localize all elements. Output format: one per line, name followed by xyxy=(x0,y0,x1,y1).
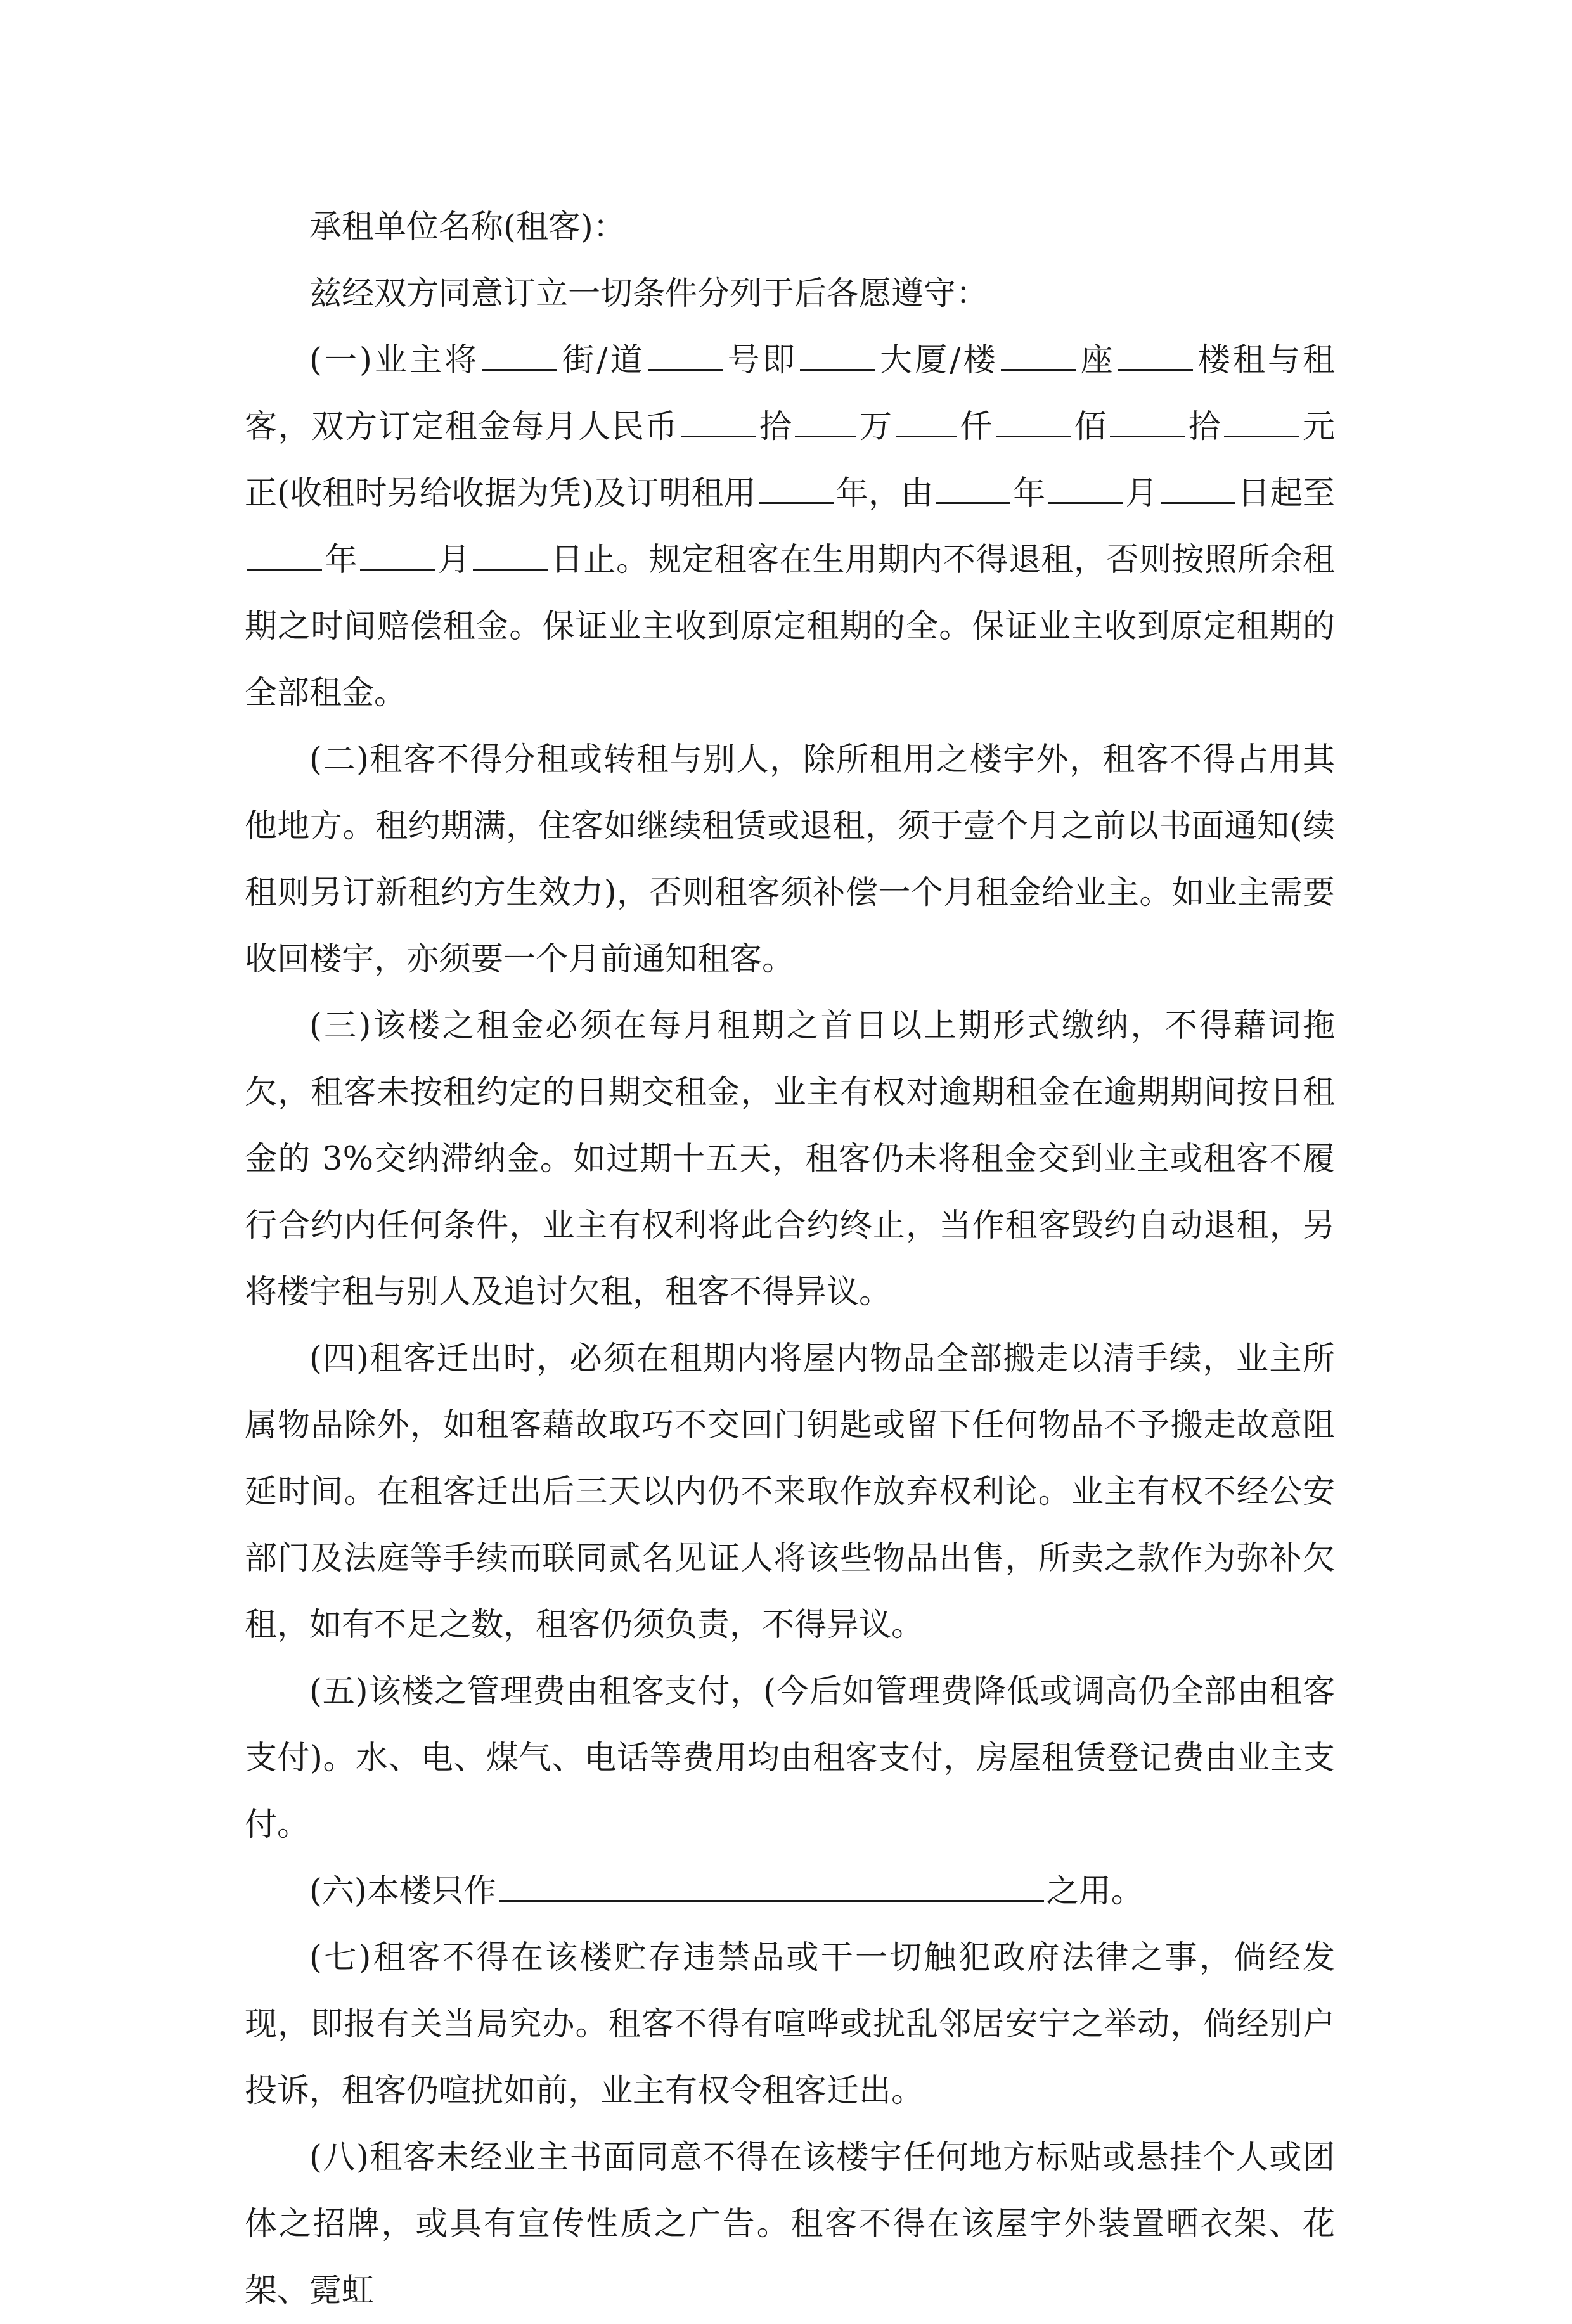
lessee-name-line: 承租单位名称(租客)： xyxy=(309,209,626,246)
fill-blank xyxy=(247,541,322,571)
fill-blank xyxy=(681,408,756,437)
clause-7: (七)租客不得在该楼贮存违禁品或干一切触犯政府法律之事，倘经发现，即报有关当局究办。租客不得有喧哗或扰乱邻居安宁之举动，倘经别户投诉，租客仍喧扰如前，业主有权令租客迁出。 xyxy=(245,1939,1335,2110)
fill-blank xyxy=(996,408,1071,437)
clause-5: (五)该楼之管理费由租客支付，(今后如管理费降低或调高仍全部由租客支付)。水、电、煤气、电话等费用均由租客支付，房屋租赁登记费由业主支付。 xyxy=(245,1673,1335,1843)
clause-1-text: 佰 xyxy=(1073,408,1108,446)
clause-3: (三)该楼之租金必须在每月租期之首日以上期形式缴纳，不得藉词拖欠，租客未按租约定的日期交租金，业主有权对逾期租金在逾期期间按日租金的 3%交纳滞纳金。如过期十五天，租客仍未将租金交到业主或租客不履行合约内任何条件，业主有权利将此合约终止，当作租客毁约自动退租，另将楼宇租与别人及追讨欠租，租客不得异议。 xyxy=(245,1007,1335,1311)
fill-blank xyxy=(648,341,723,371)
fill-blank xyxy=(1110,408,1185,437)
clause-1-text: 日止。规定租客在生用期内不得退租，否则按照所余租期之时间赔偿租金。保证业主收到原定租期的全。保证业主收到原定租期的全部租金。 xyxy=(245,541,1335,712)
clause-4: (四)租客迁出时，必须在租期内将屋内物品全部搬走以清手续，业主所属物品除外，如租客藉故取巧不交回门钥匙或留下任何物品不予搬走故意阻延时间。在租客迁出后三天以内仍不来取作放弃权利论。业主有权不经公安部门及法庭等手续而联同贰名见证人将该些物品出售，所卖之款作为弥补欠租，如有不足之数，租客仍须负责，不得异议。 xyxy=(245,1340,1335,1644)
clause-1-text: 年 xyxy=(1013,475,1046,512)
fill-blank xyxy=(1048,474,1123,504)
fill-blank xyxy=(896,408,957,437)
clause-1-text: 拾 xyxy=(1187,408,1222,446)
fill-blank xyxy=(800,341,875,371)
clause-1-text: 月 xyxy=(437,541,471,579)
fill-blank xyxy=(759,474,834,504)
fill-blank xyxy=(473,541,548,571)
clause-6-text: 之用。 xyxy=(1046,1873,1144,1910)
contract-body xyxy=(245,194,1335,2324)
clause-2: (二)租客不得分租或转租与别人，除所租用之楼宇外，租客不得占用其他地方。租约期满，住客如继续租赁或退租，须于壹个月之前以书面通知(续租则另订新租约方生效力)，否则租客须补偿一个月租金给业主。如业主需要收回楼宇，亦须要一个月前通知租客。 xyxy=(245,741,1335,978)
clause-1-text: 号即 xyxy=(725,342,797,379)
fill-blank xyxy=(1001,341,1076,371)
clause-1-text: 万 xyxy=(858,408,893,446)
clause-1-text: 大厦/楼 xyxy=(877,342,998,379)
clause-1-text: 楼租与租客，双方订定租金每月人民币 xyxy=(245,342,1335,446)
fill-blank xyxy=(1224,408,1299,437)
fill-blank xyxy=(499,1872,1044,1902)
fill-blank xyxy=(1161,474,1235,504)
clause-1-text: 座 xyxy=(1078,342,1116,379)
intro-paragraph: 兹经双方同意订立一切条件分列于后各愿遵守： xyxy=(309,275,989,313)
clause-6 xyxy=(245,1858,1335,1925)
clause-8: (八)租客未经业主书面同意不得在该楼宇任何地方标贴或悬挂个人或团体之招牌，或具有宣传性质之广告。租客不得在该屋宇外装置晒衣架、花架、霓虹 xyxy=(245,2139,1335,2309)
fill-blank xyxy=(482,341,557,371)
fill-blank xyxy=(360,541,435,571)
clause-6-text: (六)本楼只作 xyxy=(309,1873,496,1910)
clause-1-text: 日起至 xyxy=(1237,475,1335,512)
fill-blank xyxy=(795,408,856,437)
clause-1-text: 街/道 xyxy=(559,342,645,379)
fill-blank xyxy=(936,474,1010,504)
clause-1-text: 仟 xyxy=(958,408,993,446)
clause-1-text: 年 xyxy=(325,541,358,579)
clause-1 xyxy=(245,327,1335,726)
clause-1-text: 年，由 xyxy=(835,475,934,512)
clause-1-text: 月 xyxy=(1125,475,1158,512)
fill-blank xyxy=(1118,341,1193,371)
clause-1-text: (一)业主将 xyxy=(309,342,480,379)
clause-1-text: 元正(收租时另给收据为凭)及订明租用 xyxy=(245,408,1335,512)
clause-1-text: 拾 xyxy=(758,408,793,446)
